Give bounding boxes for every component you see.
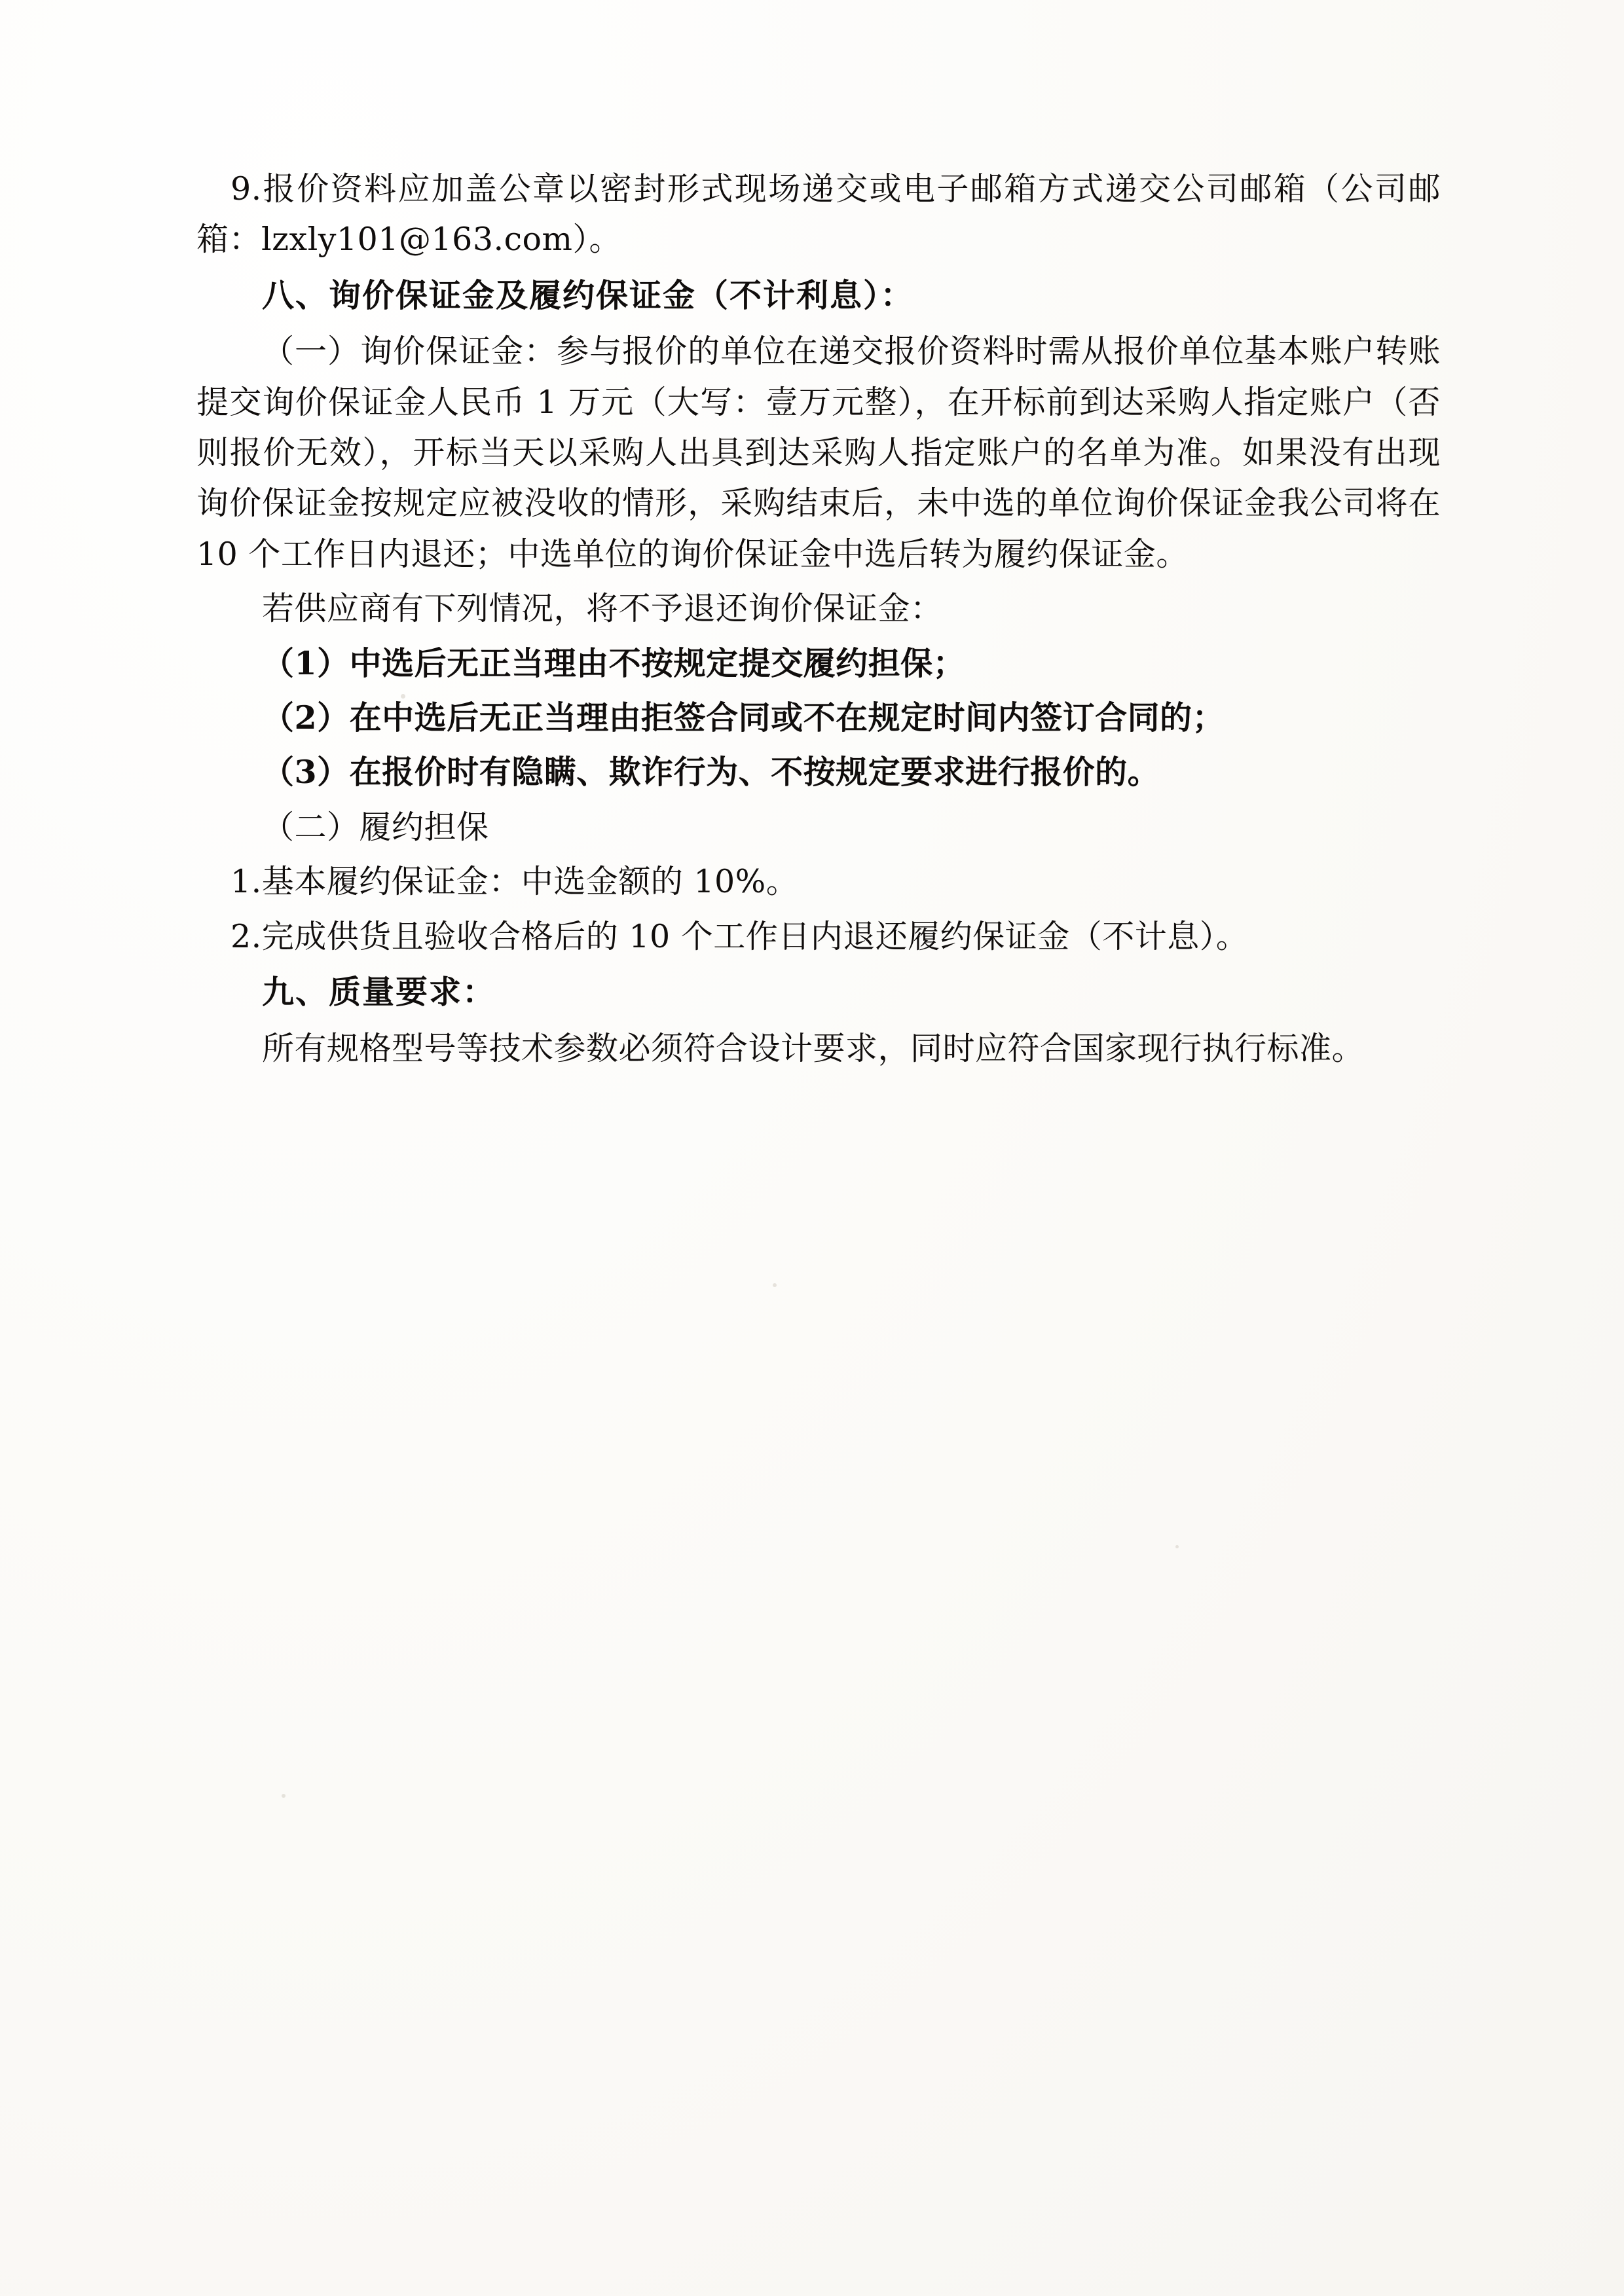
scan-speck [1175, 1545, 1179, 1548]
paragraph-performance-guarantee-heading: （二）履约担保 [262, 808, 489, 846]
document-body [196, 164, 1441, 1074]
scan-speck [773, 1283, 777, 1287]
paragraph-guarantee-2: 2.完成供货且验收合格后的 10 个工作日内退还履约保证金（不计息）。 [231, 917, 1249, 955]
paragraph-quality-requirement: 所有规格型号等技术参数必须符合设计要求，同时应符合国家现行执行标准。 [262, 1029, 1365, 1067]
document-text-column [196, 164, 1441, 1078]
paragraph-no-refund-intro: 若供应商有下列情况，将不予退还询价保证金： [262, 590, 943, 628]
paragraph-item-9: 9.报价资料应加盖公章以密封形式现场递交或电子邮箱方式递交公司邮箱（公司邮箱：lzxly101@163.com）。 [196, 170, 1441, 259]
scan-speck [282, 1794, 286, 1798]
paragraph-guarantee-1: 1.基本履约保证金：中选金额的 10%。 [231, 863, 799, 901]
paragraph-no-refund-3: （3）在报价时有隐瞒、欺诈行为、不按规定要求进行报价的。 [262, 753, 1160, 792]
paragraph-no-refund-1: （1）中选后无正当理由不按规定提交履约担保； [262, 644, 966, 682]
paragraph-no-refund-2: （2）在中选后无正当理由拒签合同或不在规定时间内签订合同的； [262, 699, 1225, 737]
paragraph-inquiry-deposit: （一）询价保证金：参与报价的单位在递交报价资料时需从报价单位基本账户转账提交询价保证金人民币 1 万元（大写：壹万元整），在开标前到达采购人指定账户（否则报价无效），开标当天以采购人出具到达采购人指定账户的名单为准。如果没有出现询价保证金按规定应被没收的情形，采购结束后，未中选的单位询价保证金我公司将在 10 个工作日内退还；中选单位的询价保证金中选后转为履约保证金。 [196, 333, 1441, 573]
heading-section-9: 九、质量要求： [262, 973, 496, 1011]
heading-section-8: 八、询价保证金及履约保证金（不计利息）： [262, 276, 914, 314]
